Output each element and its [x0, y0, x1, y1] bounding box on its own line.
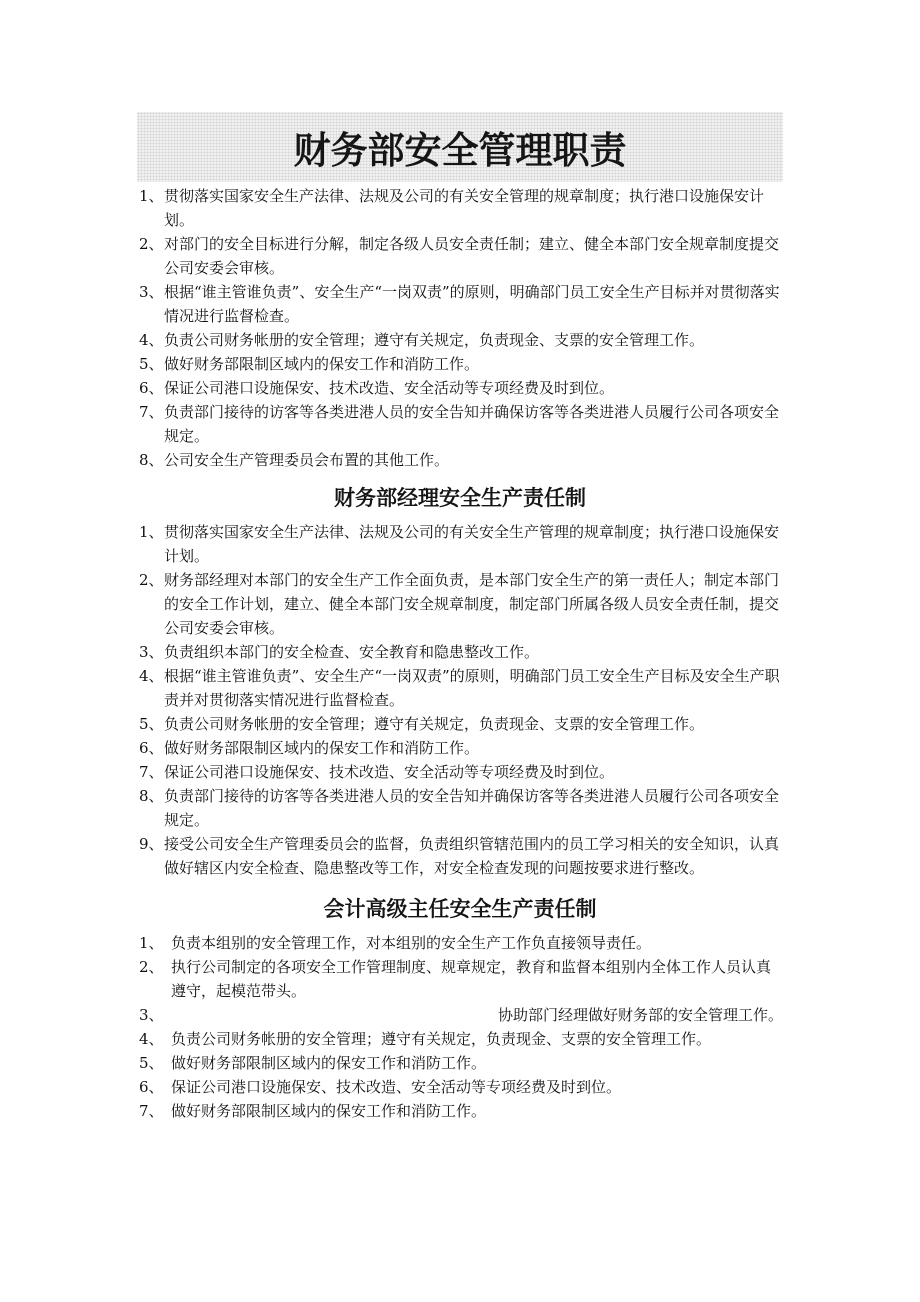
item-text: 负责部门接待的访客等各类进港人员的安全告知并确保访客等各类进港人员履行公司各项安全规定。 — [164, 787, 780, 829]
item-text: 贯彻落实国家安全生产法律、法规及公司的有关安全管理的规章制度；执行港口设施保安计划。 — [164, 187, 765, 229]
item-number: 1、 — [139, 187, 164, 205]
list-item — [139, 1075, 783, 1099]
list-item — [139, 1051, 783, 1075]
section-heading-senior-accountant: 会计高级主任安全生产责任制 — [323, 897, 597, 921]
item-number: 2、 — [139, 235, 164, 253]
item-text: 根据“谁主管谁负责”、安全生产“一岗双责”的原则，明确部门员工安全生产目标并对贯彻落实情况进行监督检查。 — [164, 283, 780, 325]
list-item — [139, 955, 783, 1003]
list-item — [139, 448, 783, 472]
item-number: 1、 — [139, 934, 164, 952]
item-number: 7、 — [139, 403, 164, 421]
list-item — [139, 760, 783, 784]
item-number: 6、 — [139, 379, 164, 397]
list-item — [139, 1099, 783, 1123]
list-item — [139, 1003, 783, 1027]
list-item — [139, 184, 783, 232]
list-item — [139, 280, 783, 328]
item-text: 做好财务部限制区域内的保安工作和消防工作。 — [164, 355, 480, 373]
item-number: 6、 — [139, 739, 164, 757]
item-text: 协助部门经理做好财务部的安全管理工作。 — [497, 1006, 783, 1024]
list-item — [139, 568, 783, 640]
item-text: 做好财务部限制区域内的保安工作和消防工作。 — [171, 1102, 487, 1120]
item-text: 负责组织本部门的安全检查、安全教育和隐患整改工作。 — [164, 643, 540, 661]
item-number: 4、 — [139, 667, 164, 685]
item-text: 接受公司安全生产管理委员会的监督，负责组织管辖范围内的员工学习相关的安全知识，认真做好辖区内安全检查、隐患整改等工作，对安全检查发现的问题按要求进行整改。 — [164, 835, 780, 877]
item-text: 对部门的安全目标进行分解，制定各级人员安全责任制；建立、健全本部门安全规章制度提交公司安委会审核。 — [164, 235, 780, 277]
duty-list-finance-dept — [139, 184, 783, 472]
list-item — [139, 640, 783, 664]
item-text: 负责公司财务帐册的安全管理；遵守有关规定，负责现金、支票的安全管理工作。 — [164, 331, 705, 349]
item-text: 做好财务部限制区域内的保安工作和消防工作。 — [171, 1054, 487, 1072]
item-number: 3、 — [139, 283, 164, 301]
list-item — [139, 664, 783, 712]
item-number: 5、 — [139, 715, 164, 733]
item-number: 9、 — [139, 835, 164, 853]
list-item — [139, 736, 783, 760]
list-item — [139, 352, 783, 376]
item-number: 7、 — [139, 1102, 164, 1120]
list-item — [139, 784, 783, 832]
item-text: 根据“谁主管谁负责”、安全生产“一岗双责”的原则，明确部门员工安全生产目标及安全生产职责并对贯彻落实情况进行监督检查。 — [164, 667, 780, 709]
item-text: 做好财务部限制区域内的保安工作和消防工作。 — [164, 739, 480, 757]
list-item — [139, 1027, 783, 1051]
item-number: 1、 — [139, 523, 164, 541]
item-number: 8、 — [139, 451, 164, 469]
item-number: 6、 — [139, 1078, 164, 1096]
item-number: 5、 — [139, 1054, 164, 1072]
list-item — [139, 328, 783, 352]
list-item — [139, 520, 783, 568]
list-item — [139, 931, 783, 955]
page-title: 财务部安全管理职责 — [293, 129, 627, 172]
item-number: 3、 — [139, 1006, 164, 1024]
list-item — [139, 832, 783, 880]
item-text: 执行公司制定的各项安全工作管理制度、规章规定，教育和监督本组别内全体工作人员认真遵守，起模范带头。 — [171, 958, 772, 1000]
item-number: 8、 — [139, 787, 164, 805]
item-text: 保证公司港口设施保安、技术改造、安全活动等专项经费及时到位。 — [164, 379, 615, 397]
duty-list-senior-accountant — [139, 931, 783, 1123]
item-text: 财务部经理对本部门的安全生产工作全面负责，是本部门安全生产的第一责任人；制定本部门的安全工作计划，建立、健全本部门安全规章制度，制定部门所属各级人员安全责任制，提交公司安委会审核。 — [164, 571, 780, 637]
item-text: 负责公司财务帐册的安全管理；遵守有关规定，负责现金、支票的安全管理工作。 — [171, 1030, 712, 1048]
item-number: 4、 — [139, 331, 164, 349]
section-heading-finance-manager: 财务部经理安全生产责任制 — [334, 486, 586, 510]
item-text: 保证公司港口设施保安、技术改造、安全活动等专项经费及时到位。 — [171, 1078, 622, 1096]
duty-list-finance-manager — [139, 520, 783, 880]
list-item — [139, 400, 783, 448]
item-text: 贯彻落实国家安全生产法律、法规及公司的有关安全生产管理的规章制度；执行港口设施保安计划。 — [164, 523, 780, 565]
item-number: 2、 — [139, 571, 164, 589]
item-text: 保证公司港口设施保安、技术改造、安全活动等专项经费及时到位。 — [164, 763, 615, 781]
item-number: 7、 — [139, 763, 164, 781]
item-text: 负责公司财务帐册的安全管理；遵守有关规定，负责现金、支票的安全管理工作。 — [164, 715, 705, 733]
list-item — [139, 232, 783, 280]
list-item — [139, 712, 783, 736]
list-item — [139, 376, 783, 400]
item-text: 负责部门接待的访客等各类进港人员的安全告知并确保访客等各类进港人员履行公司各项安全规定。 — [164, 403, 780, 445]
item-number: 3、 — [139, 643, 164, 661]
item-number: 4、 — [139, 1030, 164, 1048]
item-text: 公司安全生产管理委员会布置的其他工作。 — [164, 451, 450, 469]
item-text: 负责本组别的安全管理工作，对本组别的安全生产工作负直接领导责任。 — [171, 934, 652, 952]
item-number: 5、 — [139, 355, 164, 373]
item-number: 2、 — [139, 958, 164, 976]
